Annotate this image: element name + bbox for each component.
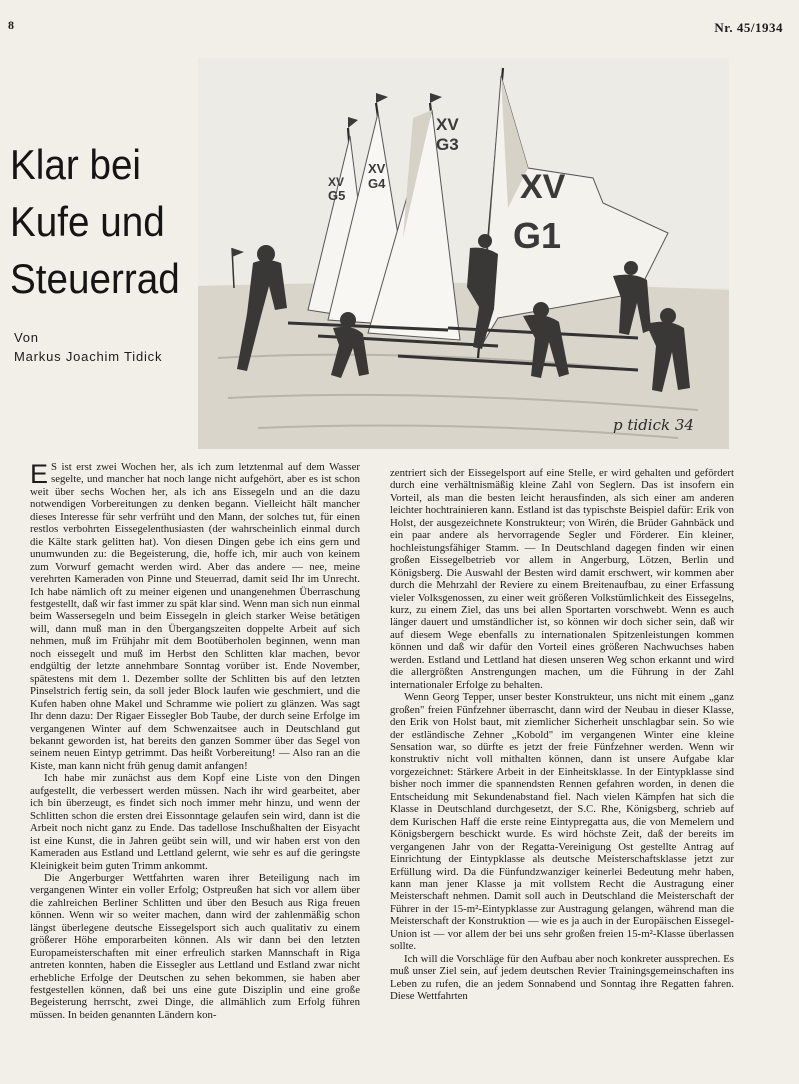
svg-text:G5: G5 — [328, 188, 346, 203]
title-line: Steuerrad — [10, 255, 180, 302]
svg-text:XV: XV — [328, 175, 345, 189]
paragraph: zentriert sich der Eissegelsport auf eine Stelle, er wird gehalten und gefördert durch eine verhältnismäßig kleine Zahl von Seglern. Das ist insofern ein Vorteil, als man die besten leicht herausfinden, als sich einer am anderen leichter hochtrainieren kann. Estland ist das typischste Beispiel dafür: Erik von Holst, der ausgezeichnete Konstrukteur; von Wirén, die Brüder Gahnbäck und ein paar andere als hervorragende Segler und Förderer. Ein kleiner, hochleistungsfähiger Stamm. — In Deutschland dagegen finden wir einen großen Eissegelbetrieb vor allem in Angerburg, Lötzen, Berlin und Königsberg. Die Auswahl der Besten wird damit erschwert, wir kommen aber durch die Mehrzahl der Reviere zu einem Breitenaufbau, zu einer Erfassung vieler Volksgenossen, zu einer weit größeren Volkstümlichkeit des Eissegelns, kurz, zu einem Ziel, das uns bei allen Sportarten vorschwebt. Wenn es auch länger dauert und umständlicher ist, so können wir doch sicher sein, daß wir auf diesem Wege ebenfalls zu internationalen Spitzenleistungen kommen können und daß wir dafür den Vorteil eines größeren Nachwuchses haben werden. Estland und Lettland hat diesen unseren Weg schon erkannt und wird die allergrößten Anstrengungen machen, um die Führung in der Zahl internationaler Erfolge zu behalten. — [390, 467, 734, 691]
body-column-left — [30, 461, 360, 1021]
svg-text:G3: G3 — [436, 135, 459, 154]
dropcap: E — [30, 459, 49, 489]
painter-signature: p tidick 34 — [613, 416, 694, 434]
byline-label: Von — [14, 330, 39, 345]
title-line: Kufe und — [10, 198, 165, 245]
body-column-right — [390, 467, 734, 1002]
paragraph: Ich will die Vorschläge für den Aufbau aber noch konkreter aussprechen. Es muß unser Ziel sein, auf jedem deutschen Revier Trainingsgemeinschaften ins Leben zu rufen, die an jedem Sonnabend und Sonntag ihre Regatten fahren. Diese Wettfahrten — [390, 952, 734, 1003]
page-number: 8 — [8, 18, 14, 32]
paragraph: E S ist erst zwei Wochen her, als ich zum letztenmal auf dem Wasser segelte, und mancher hat noch lange nicht aufgehört, aber es ist schon weit über sechs Wochen her, als ich ans Eissegeln und an die dazu notwendigen Vorbereitungen zu denken begann. Vielleicht hält mancher dieses Interesse für sehr verfrüht und den Mann, der solches tut, für einen restlos verbohrten Eissegelenthusiasten (der wahrscheinlich einmal durch die Kälte stark gelitten hat). Von diesen Dingen gebe ich eins gern und unumwunden zu: die Begeisterung, die, hoffe ich, mir auch von keinem zum Vorwurf gemacht werden wird. Aber das andere — nee, meine verehrten Kameraden von Pinne und Steuerrad, damit seid Ihr im Unrecht. Ich habe nämlich oft zu meiner eigenen und unangenehmen Überraschung festgestellt, daß wir fast immer zu spät klar sind. Wenn man sich nun einmal beim Wassersegeln und beim Eissegeln in gleich starker Weise betätigen will, dann muß man in den Übergangszeiten doppelte Arbeit auf sich nehmen, muß im Frühjahr mit dem Bootüberholen beginnen, wenn man noch eissegelt und muß im Herbst den Schlitten klar machen, bevor endgültig der letzte annehmbare Sonntag vorüber ist. Ende November, spätestens mit dem 1. Dezember sollte der Schlitten bis auf den letzten Pinselstrich fertig sein, da soll jeder Block laufen wie geschmiert, und die Kufen haben ohne Makel und Schramme wie poliert zu glänzen. Was sagt Ihr denn dazu: Der Rigaer Eissegler Bob Taube, der durch seine Erfolge im vergangenen Winter auf dem Schwenzaitsee auch in Deutschland gut bekannt geworden ist, hat bereits den ganzen Sommer über das Segel von seinem neuen Eintyp getrimmt. Das heißt Vorbereitung! — Also ran an die Kiste, man kann nicht früh genug damit anfangen! — [30, 459, 360, 772]
paragraph: Die Angerburger Wettfahrten waren ihrer Beteiligung nach im vergangenen Winter ein voller Erfolg; Ostpreußen hat sich vor allem über die zahlreichen Berliner Schlitten und über den Besuch aus Riga freuen können. Wenn wir so weiter machen, dann wird der zahlenmäßig schon längst überlegene deutsche Eissegelsport sich auch qualitativ zu einem größerer Höhe emporarbeiten können. Als wir dann bei den letzten Europameisterschaften mit einer erfreulich starken Mannschaft in Riga antreten konnten, haben die Eissegler aus Lettland und Estland zwar nicht erhebliche Erfolge der Deutschen zu sehen bekommen, sie haben aber festgestellen können, daß bei uns eine gute Disziplin und eine große Begeisterung herrscht, zwei Dinge, die allmählich zum Erfolg führen müssen. In beiden genannten Ländern kon- — [30, 871, 360, 1021]
iceboat-painting — [198, 58, 729, 449]
svg-text:XV: XV — [368, 161, 386, 176]
paragraph: Wenn Georg Tepper, unser bester Konstrukteur, uns nicht mit einem „ganz großen" freien Fünfzehner überrascht, dann wird der Neubau in dieser Klasse, den Erik von Holst baut, mit ziemlicher Sicherheit unschlagbar sein. So wie der estländische Zehner „Kobold" im vergangenen Winter eine kleine Sensation war, so dürfte es jetzt der freie Fünfzehner werden. Wenn wir konstruktiv nicht voll mithalten können, dann ist unsere Aufgabe klar vorgezeichnet: Stärkere Arbeit in der Einheitsklasse. In der Eintypklasse sind bisher noch immer die spannendsten Rennen gefahren worden, in denen die Entscheidung mit Sekundenabstand fiel. Nach vielen Kämpfen hat sich die Klasse in Deutschland durchgesetzt, der S.C. Rhe, Königsberg, schrieb auf dem Kurischen Haff die erste reine Eintypregatta aus, die von Memelern und Königsbergern beschickt wurde. Es wird höchste Zeit, daß der bereits im vergangenen Jahr von der Regatta-Vereinigung Ost gestellte Antrag auf Einrichtung der Eintypklasse als deutsche Meisterschaftsklasse jetzt zur Erfüllung wird. Da die Fünfundzwanziger keinerlei Bedeutung mehr haben, kann man jener Klasse ja mit vollstem Recht die Austragung einer Meisterschaft nehmen. Damit soll auch in Deutschland die Meisterschaft der Führer in der 15-m²-Eintypklasse zur Austragung gelangen, während man die Meisterschaft der Konstruktion — wie es ja auch in der Europäischen Eissegel-Union ist — vor allem der bei uns sehr großen freien 15-m²-Klasse überlassen sollte. — [390, 691, 734, 953]
issue-number: Nr. 45/1934 — [714, 20, 783, 35]
paragraph: Ich habe mir zunächst aus dem Kopf eine Liste von den Dingen aufgestellt, die verbessert werden müssen. Nach ihr wird gearbeitet, aber ich bin überzeugt, es findet sich noch immer mehr hinzu, und wenn der Schlitten schon die ersten drei Eissonntage gelaufen sein wird, dann ist die Arbeit noch nicht ganz zu Ende. Das tadellose Inschußhalten der Eisyacht ist eine Kunst, die in Jahren geübt sein will, und wir haben erst von den Kameraden aus Estland und Lettland gelernt, wie sehr es auf die geringste Kleinigkeit beim guten Trimm ankommt. — [30, 772, 360, 872]
svg-text:XV: XV — [436, 115, 459, 134]
svg-text:G1: G1 — [513, 215, 562, 256]
title-line: Klar bei — [10, 141, 142, 188]
article-title — [10, 136, 180, 307]
svg-text:XV: XV — [520, 168, 566, 206]
svg-text:G4: G4 — [368, 176, 386, 191]
author-name: Markus Joachim Tidick — [14, 349, 163, 364]
